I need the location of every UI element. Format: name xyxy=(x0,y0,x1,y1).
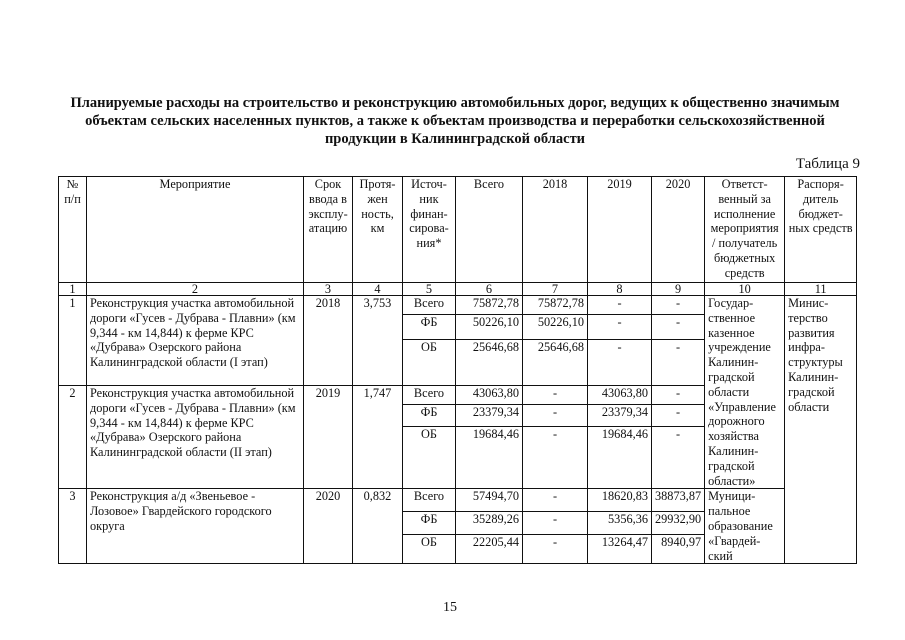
responsible-cell: Муници-пальное образование «Гвардей-ский xyxy=(705,489,785,564)
row-num: 2 xyxy=(59,386,87,489)
row-2020: - xyxy=(652,427,705,489)
row-2019: 13264,47 xyxy=(588,534,652,564)
row-2018: 25646,68 xyxy=(523,340,588,386)
row-source: ФБ xyxy=(403,405,456,427)
manager-cell: Минис-терство развития инфра-структуры Калинин-градской области xyxy=(785,296,857,564)
table-row xyxy=(59,296,857,315)
row-2020: - xyxy=(652,315,705,340)
row-2019: - xyxy=(588,315,652,340)
row-2018: - xyxy=(523,405,588,427)
header-row xyxy=(59,177,857,283)
column-numbers-row xyxy=(59,283,857,296)
row-source: ОБ xyxy=(403,340,456,386)
row-term: 2020 xyxy=(304,489,353,564)
header-2018: 2018 xyxy=(523,177,588,283)
column-number: 8 xyxy=(588,283,652,296)
row-total: 75872,78 xyxy=(456,296,523,315)
row-2020: - xyxy=(652,340,705,386)
row-total: 35289,26 xyxy=(456,511,523,534)
column-number: 7 xyxy=(523,283,588,296)
row-2019: - xyxy=(588,340,652,386)
table-row xyxy=(59,489,857,511)
expenses-table xyxy=(58,176,857,564)
header-responsible: Ответст-венный за исполнение мероприятия / получатель бюджетных средств xyxy=(705,177,785,283)
column-number: 10 xyxy=(705,283,785,296)
row-term: 2018 xyxy=(304,296,353,386)
row-2020: - xyxy=(652,296,705,315)
header-length: Протя-жен ность, км xyxy=(353,177,403,283)
header-source: Источ-ник финан-сирова-ния* xyxy=(403,177,456,283)
row-event: Реконструкция участка автомобильной дороги «Гусев - Дубрава - Плавни» (км 9,344 - км 14,844) к ферме КРС «Дубрава» Озерского района Калининградской области (I этап) xyxy=(87,296,304,386)
row-2018: 50226,10 xyxy=(523,315,588,340)
row-total: 19684,46 xyxy=(456,427,523,489)
document-title: Планируемые расходы на строительство и реконструкцию автомобильных дорог, ведущих к общественно значимым объектам сельских населенных пунктов, а также к объектам производства и переработки сельскохозяйственной продукции в Калининградской области xyxy=(70,95,840,147)
row-source: Всего xyxy=(403,296,456,315)
row-source: ФБ xyxy=(403,511,456,534)
page-number: 15 xyxy=(443,600,457,615)
row-total: 25646,68 xyxy=(456,340,523,386)
row-total: 50226,10 xyxy=(456,315,523,340)
row-2018: 75872,78 xyxy=(523,296,588,315)
header-manager: Распоря-дитель бюджет-ных средств xyxy=(785,177,857,283)
column-number: 1 xyxy=(59,283,87,296)
row-2020: 8940,97 xyxy=(652,534,705,564)
row-2019: - xyxy=(588,296,652,315)
row-total: 23379,34 xyxy=(456,405,523,427)
column-number: 11 xyxy=(785,283,857,296)
row-source: ОБ xyxy=(403,534,456,564)
row-2020: - xyxy=(652,405,705,427)
row-2019: 43063,80 xyxy=(588,386,652,405)
row-total: 43063,80 xyxy=(456,386,523,405)
row-term: 2019 xyxy=(304,386,353,489)
row-total: 22205,44 xyxy=(456,534,523,564)
column-number: 9 xyxy=(652,283,705,296)
row-length: 1,747 xyxy=(353,386,403,489)
column-number: 2 xyxy=(87,283,304,296)
row-num: 1 xyxy=(59,296,87,386)
row-2018: - xyxy=(523,489,588,511)
row-2020: 38873,87 xyxy=(652,489,705,511)
row-2018: - xyxy=(523,427,588,489)
header-total: Всего xyxy=(456,177,523,283)
column-number: 3 xyxy=(304,283,353,296)
table-label: Таблица 9 xyxy=(795,156,860,172)
row-2020: - xyxy=(652,386,705,405)
row-event: Реконструкция а/д «Звеньевое - Лозовое» Гвардейского городского округа xyxy=(87,489,304,564)
column-number: 4 xyxy=(353,283,403,296)
header-num: № п/п xyxy=(59,177,87,283)
header-term: Срок ввода в эксплу-атацию xyxy=(304,177,353,283)
row-source: Всего xyxy=(403,386,456,405)
header-event: Мероприятие xyxy=(87,177,304,283)
header-2020: 2020 xyxy=(652,177,705,283)
row-total: 57494,70 xyxy=(456,489,523,511)
header-2019: 2019 xyxy=(588,177,652,283)
row-2019: 19684,46 xyxy=(588,427,652,489)
row-2018: - xyxy=(523,534,588,564)
row-2019: 5356,36 xyxy=(588,511,652,534)
row-2018: - xyxy=(523,511,588,534)
row-event: Реконструкция участка автомобильной дороги «Гусев - Дубрава - Плавни» (км 9,344 - км 14,844) к ферме КРС «Дубрава» Озерского района Калининградской области (II этап) xyxy=(87,386,304,489)
row-num: 3 xyxy=(59,489,87,564)
column-number: 6 xyxy=(456,283,523,296)
row-source: ФБ xyxy=(403,315,456,340)
responsible-cell: Государ-ственное казенное учреждение Калинин-градской области «Управление дорожного хозяйства Калинин-градской области» xyxy=(705,296,785,489)
row-length: 0,832 xyxy=(353,489,403,564)
row-2019: 23379,34 xyxy=(588,405,652,427)
column-number: 5 xyxy=(403,283,456,296)
row-length: 3,753 xyxy=(353,296,403,386)
row-2018: - xyxy=(523,386,588,405)
row-source: Всего xyxy=(403,489,456,511)
row-2019: 18620,83 xyxy=(588,489,652,511)
row-source: ОБ xyxy=(403,427,456,489)
row-2020: 29932,90 xyxy=(652,511,705,534)
